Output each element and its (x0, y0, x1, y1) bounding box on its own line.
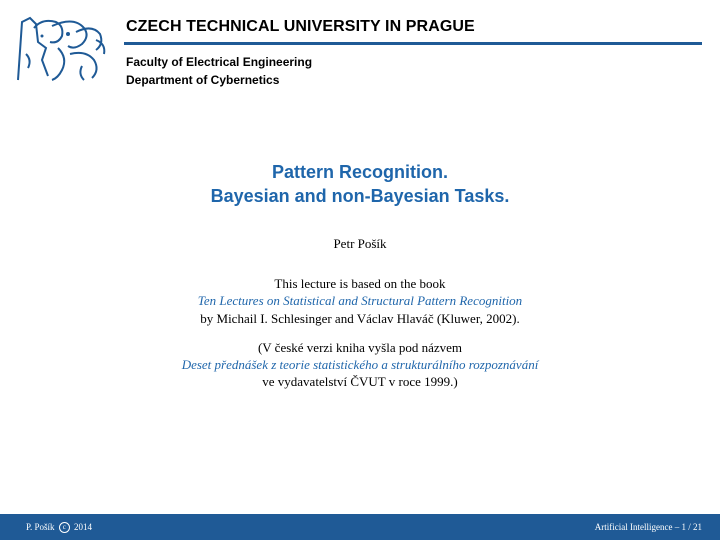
footer-left (26, 522, 92, 533)
book-title: Ten Lectures on Statistical and Structural Pattern Recognition (197, 293, 523, 308)
book-intro: This lecture is based on the book (274, 276, 446, 291)
czech-intro: (V české verzi kniha vyšla pod názvem (257, 340, 463, 355)
university-name: CZECH TECHNICAL UNIVERSITY IN PRAGUE (126, 18, 475, 35)
ctu-lion-logo-icon (12, 14, 108, 84)
footer-course-page: Artificial Intelligence – 1 / 21 (594, 522, 702, 532)
header-rule (124, 42, 702, 45)
title-line-2: Bayesian and non-Bayesian Tasks. (210, 186, 510, 206)
footer-year: 2014 (74, 522, 93, 532)
footer-bar (0, 514, 720, 540)
faculty-name: Faculty of Electrical Engineering (126, 55, 313, 69)
copyright-icon: c (59, 522, 70, 533)
footer-author: P. Pošík (26, 522, 55, 532)
author-name: Petr Pošík (333, 236, 387, 251)
title-line-1: Pattern Recognition. (271, 162, 448, 182)
book-authors: by Michail I. Schlesinger and Václav Hlaváč (Kluwer, 2002). (200, 311, 520, 326)
czech-book-title: Deset přednášek z teorie statistického a strukturálního rozpoznávání (181, 357, 539, 372)
czech-publisher: ve vydavatelství ČVUT v roce 1999.) (262, 374, 458, 389)
department-name: Department of Cybernetics (126, 73, 280, 87)
